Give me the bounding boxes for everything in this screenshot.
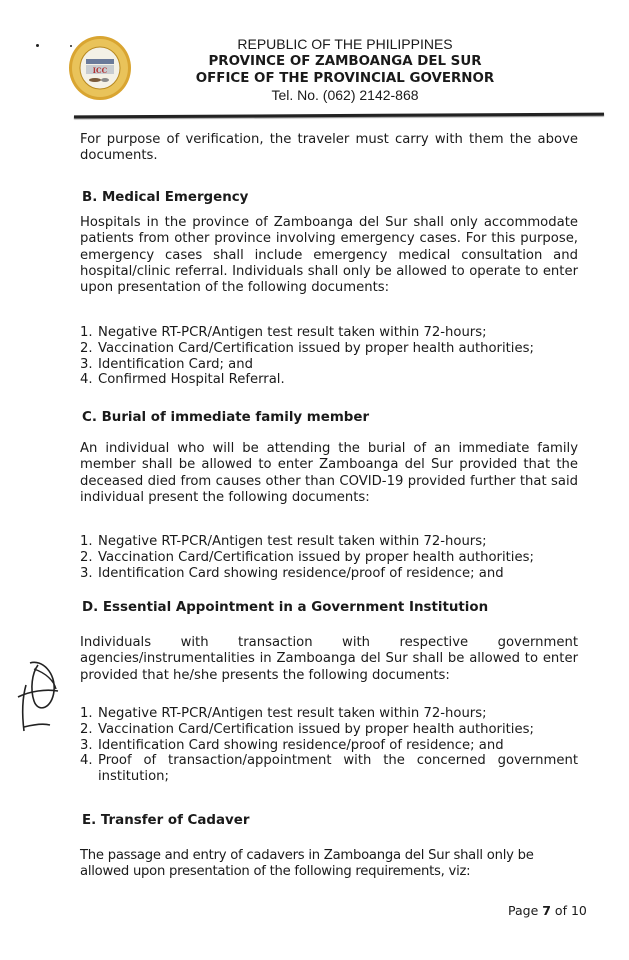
section-heading-d: D. Essential Appointment in a Government Institution: [82, 600, 489, 615]
list-item: [80, 706, 578, 722]
list-item: [80, 357, 578, 373]
header-divider: [74, 113, 604, 119]
list-item: [80, 325, 578, 341]
letterhead: [150, 36, 540, 104]
list-number: 3.: [80, 356, 93, 372]
intro-paragraph: For purpose of verification, the traveler must carry with them the above documents.: [80, 132, 578, 164]
list-text: Negative RT-PCR/Antigen test result taken within 72-hours;: [98, 325, 487, 340]
list-item: [80, 566, 578, 582]
list-number: 2.: [80, 340, 93, 356]
page-of: of: [550, 903, 571, 918]
list-text: Proof of transaction/appointment with the concerned government institution;: [98, 753, 578, 785]
list-text: Identification Card showing residence/proof of residence; and: [98, 737, 504, 753]
list-item: [80, 341, 578, 357]
list-number: 1.: [80, 706, 93, 721]
list-item: [80, 722, 578, 738]
list-item: [80, 753, 578, 785]
section-e-paragraph: The passage and entry of cadavers in Zamboanga del Sur shall only be allowed upon presentation of the following requirements, viz:: [80, 848, 534, 880]
list-number: 3.: [80, 737, 93, 753]
svg-text:ICC: ICC: [92, 66, 108, 75]
provincial-seal-icon: [68, 35, 132, 101]
letterhead-telephone: Tel. No. (062) 2142-868: [271, 87, 419, 103]
handwritten-initials-icon: [12, 655, 62, 735]
list-item: [80, 550, 578, 566]
list-text: Vaccination Card/Certification issued by proper health authorities;: [98, 549, 534, 565]
list-text: Vaccination Card/Certification issued by proper health authorities;: [98, 340, 534, 356]
list-text: Confirmed Hospital Referral.: [98, 372, 285, 388]
list-number: 2.: [80, 549, 93, 565]
section-d-paragraph: Individuals with transaction with respective government agencies/instrumentalities in Zamboanga del Sur shall be allowed to enter provided that he/she presents the following documents:: [80, 635, 578, 683]
section-d-list: [80, 706, 578, 785]
page-label: Page: [508, 903, 543, 918]
section-b-list: [80, 325, 578, 388]
list-number: 4.: [80, 753, 93, 769]
letterhead-republic: REPUBLIC OF THE PHILIPPINES: [237, 36, 453, 52]
section-heading-e: E. Transfer of Cadaver: [82, 813, 250, 828]
page-total: 10: [570, 903, 587, 918]
letterhead-office: OFFICE OF THE PROVINCIAL GOVERNOR: [195, 71, 495, 86]
scan-speck: [36, 44, 39, 47]
list-item: [80, 738, 578, 754]
list-text: Negative RT-PCR/Antigen test result taken within 72-hours;: [98, 534, 487, 549]
list-text: Identification Card; and: [98, 356, 253, 372]
list-number: 3.: [80, 565, 93, 581]
list-text: Negative RT-PCR/Antigen test result taken within 72-hours;: [98, 706, 487, 721]
page-current: 7: [542, 903, 551, 918]
list-number: 2.: [80, 721, 93, 737]
section-heading-b: B. Medical Emergency: [82, 190, 249, 205]
section-heading-c: C. Burial of immediate family member: [82, 410, 370, 425]
list-number: 1.: [80, 325, 93, 340]
list-item: [80, 534, 578, 550]
list-number: 1.: [80, 534, 93, 549]
section-c-paragraph: An individual who will be attending the burial of an immediate family member shall be allowed to enter Zamboanga del Sur provided that the deceased died from causes other than COVID-19 provided further that said individual present the following documents:: [80, 441, 578, 505]
letterhead-province: PROVINCE OF ZAMBOANGA DEL SUR: [208, 54, 482, 69]
list-item: [80, 372, 578, 388]
list-text: Vaccination Card/Certification issued by proper health authorities;: [98, 721, 534, 737]
section-b-paragraph: Hospitals in the province of Zamboanga del Sur shall only accommodate patients from other province involving emergency cases. For this purpose, emergency cases shall include emergency medical consultation and hospital/clinic referral. Individuals shall only be allowed to operate to enter upon presentation of the following documents:: [80, 215, 578, 296]
list-text: Identification Card showing residence/proof of residence; and: [98, 565, 504, 581]
page-number: [508, 903, 587, 918]
section-c-list: [80, 534, 578, 581]
list-number: 4.: [80, 372, 93, 388]
